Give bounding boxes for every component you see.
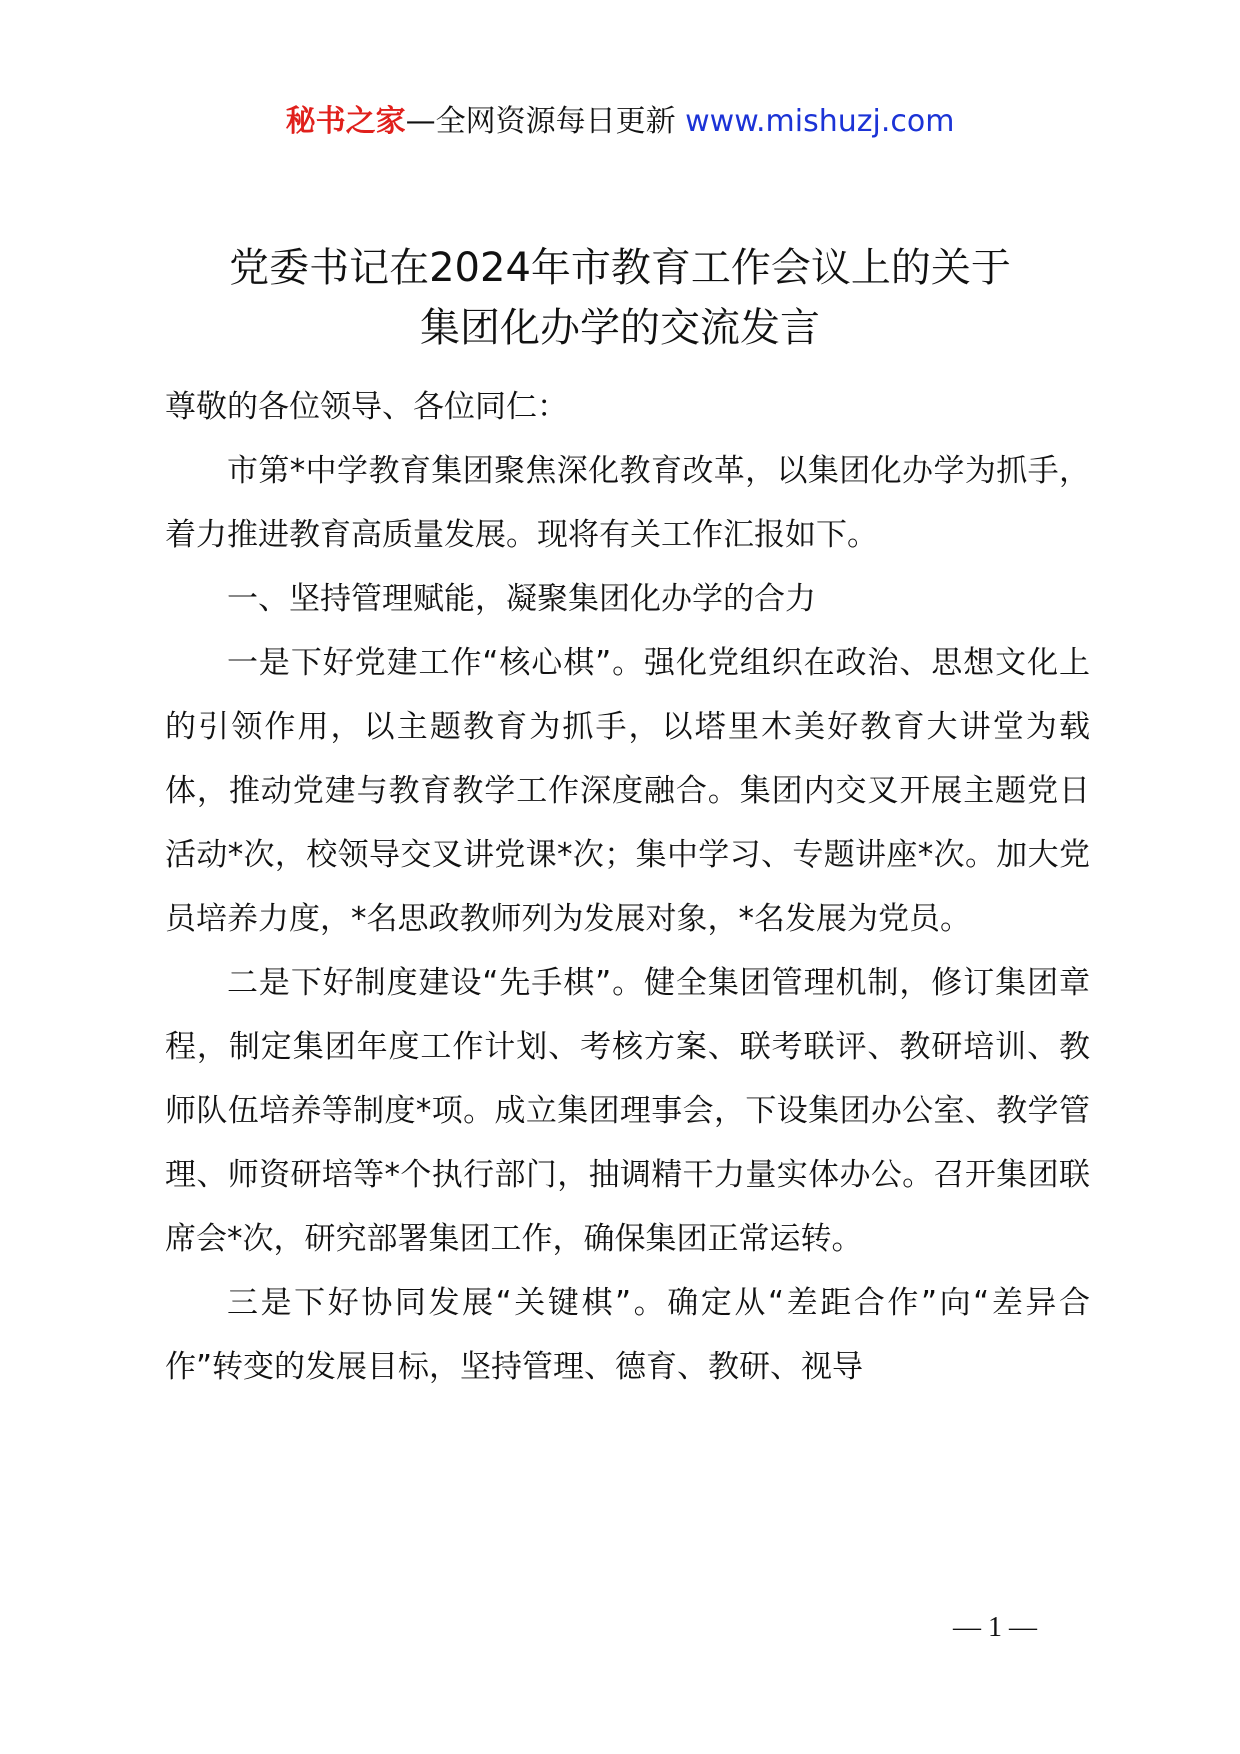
body-paragraph-party-building: 一是下好党建工作“核心棋”。强化党组织在政治、思想文化上的引领作用，以主题教育为抓手，以塔里木美好教育大讲堂为载体，推动党建与教育教学工作深度融合。集团内交叉开展主题党日活动*次，校领导交叉讲党课*次；集中学习、专题讲座*次。加大党员培养力度，*名思政教师列为发展对象，*名发展为党员。 [165, 645, 1090, 937]
site-header [0, 100, 1240, 144]
document-title [150, 238, 1090, 358]
site-tagline: —全网资源每日更新 [405, 104, 686, 139]
section-heading-1: 一、坚持管理赋能，凝聚集团化办学的合力 [227, 581, 816, 617]
page-number: — 1 — [953, 1612, 1037, 1643]
site-url-link[interactable]: www.mishuzj.com [685, 104, 955, 139]
salutation: 尊敬的各位领导、各位同仁： [165, 389, 568, 425]
intro-paragraph: 市第*中学教育集团聚焦深化教育改革，以集团化办学为抓手，着力推进教育高质量发展。现将有关工作汇报如下。 [165, 453, 1090, 553]
document-body [165, 375, 1090, 1399]
title-line-1: 党委书记在2024年市教育工作会议上的关于 [229, 245, 1011, 291]
site-brand: 秘书之家 [285, 104, 406, 139]
body-paragraph-system-building: 二是下好制度建设“先手棋”。健全集团管理机制，修订集团章程，制定集团年度工作计划、考核方案、联考联评、教研培训、教师队伍培养等制度*项。成立集团理事会，下设集团办公室、教学管理、师资研培等*个执行部门，抽调精干力量实体办公。召开集团联席会*次，研究部署集团工作，确保集团正常运转。 [165, 965, 1090, 1257]
body-paragraph-coordinated-development: 三是下好协同发展“关键棋”。确定从“差距合作”向“差异合作”转变的发展目标，坚持管理、德育、教研、视导 [165, 1285, 1090, 1385]
title-line-2: 集团化办学的交流发言 [420, 305, 820, 351]
